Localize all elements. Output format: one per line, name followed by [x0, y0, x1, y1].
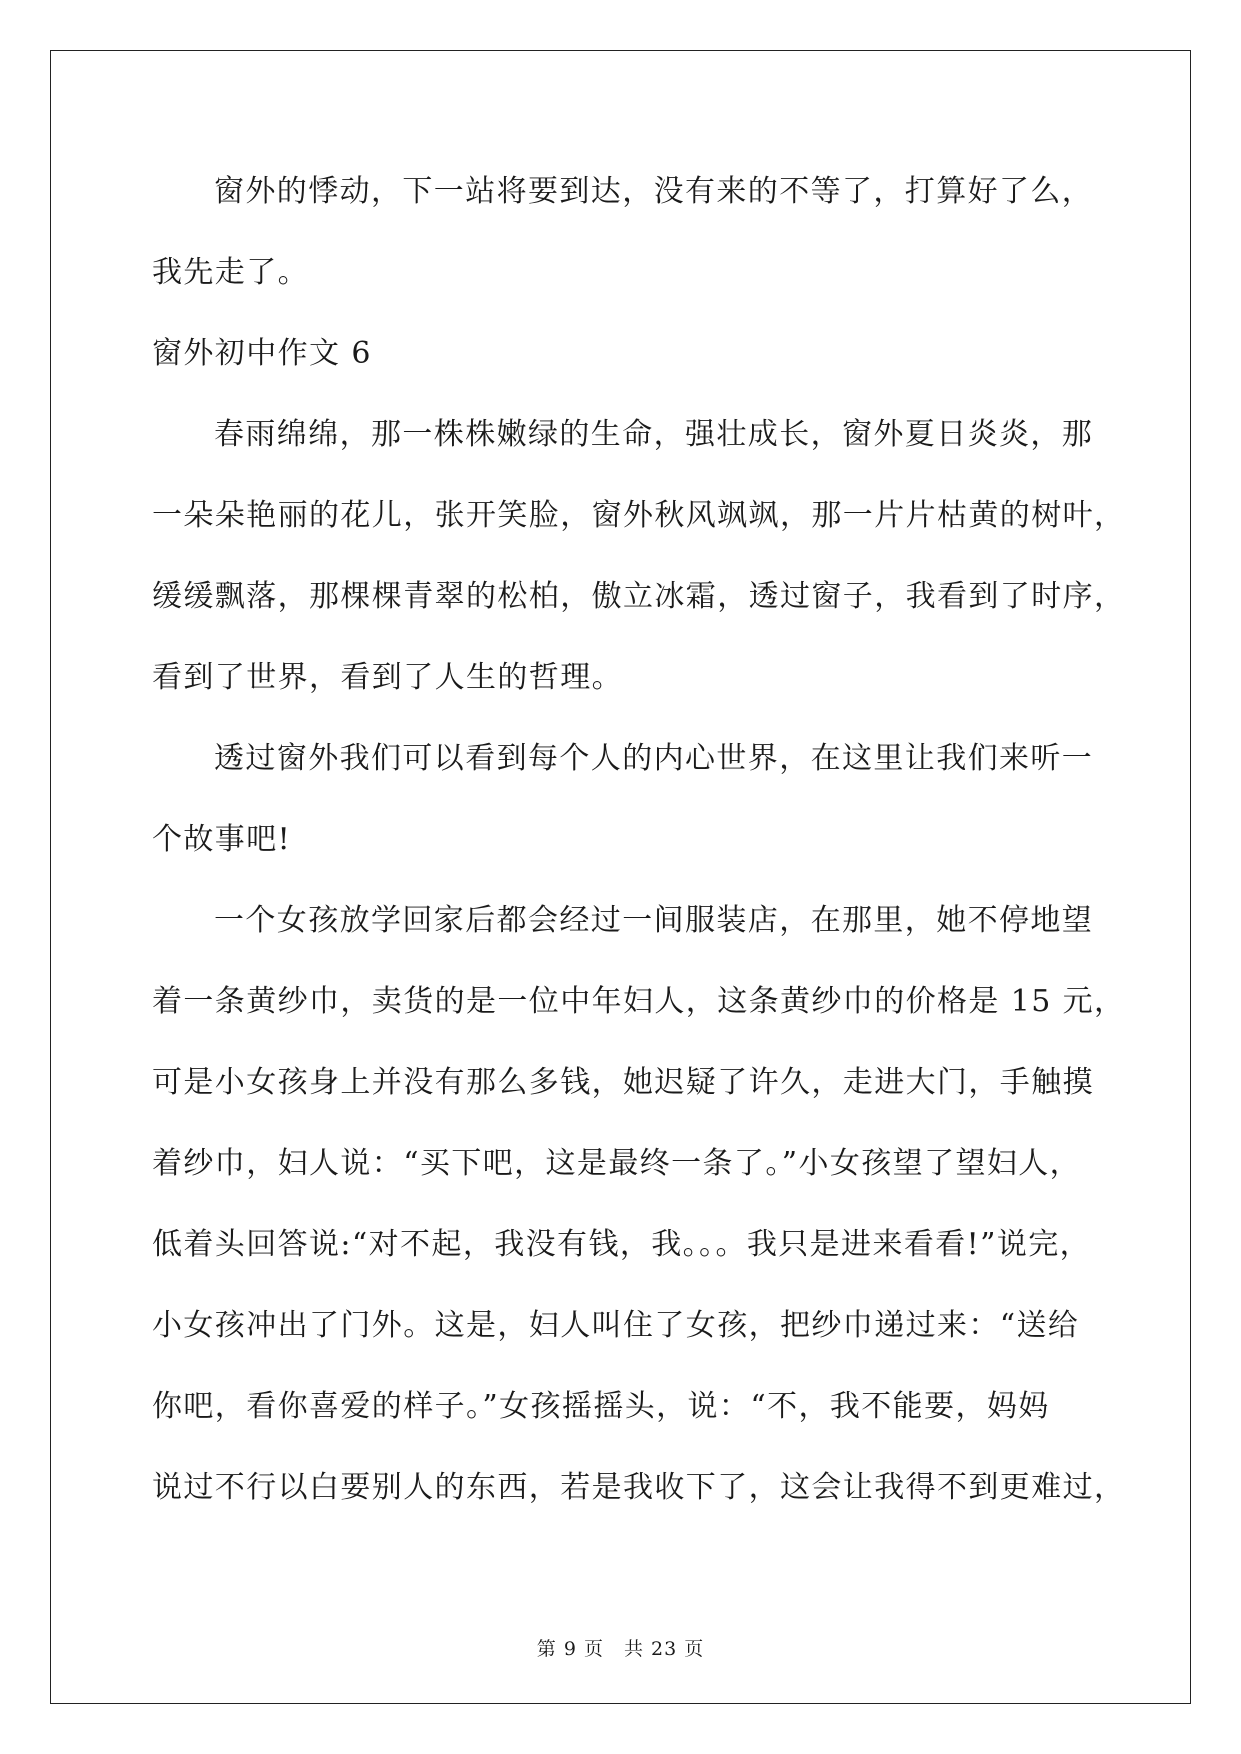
paragraph-line: 透过窗外我们可以看到每个人的内心世界，在这里让我们来听一: [214, 741, 1094, 776]
document-body: [152, 160, 1126, 1537]
paragraph-line: 一朵朵艳丽的花儿，张开笑脸，窗外秋风飒飒，那一片片枯黄的树叶，: [152, 498, 1126, 533]
paragraph-line: 个故事吧!: [152, 822, 292, 857]
paragraph-line: 可是小女孩身上并没有那么多钱，她迟疑了许久，走进大门，手触摸: [152, 1065, 1094, 1100]
paragraph-line: 你吧，看你喜爱的样子。”女孩摇摇头，说：“不，我不能要，妈妈: [152, 1389, 1050, 1424]
paragraph-line: 我先走了。: [152, 255, 309, 290]
paragraph-line: 春雨绵绵，那一株株嫩绿的生命，强壮成长，窗外夏日炎炎，那: [214, 417, 1094, 452]
paragraph-line: 说过不行以白要别人的东西，若是我收下了，这会让我得不到更难过，: [152, 1470, 1126, 1505]
page-number: 第 9 页 共 23 页: [536, 1638, 705, 1660]
section-heading: 窗外初中作文 6: [152, 336, 372, 371]
paragraph-line: 低着头回答说:“对不起，我没有钱，我。。。我只是进来看看!”说完，: [152, 1227, 1092, 1262]
paragraph-line: 窗外的悸动，下一站将要到达，没有来的不等了，打算好了么，: [214, 174, 1094, 209]
paragraph-line: 着一条黄纱巾，卖货的是一位中年妇人，这条黄纱巾的价格是 15 元，: [152, 984, 1126, 1019]
paragraph-line: 小女孩冲出了门外。这是，妇人叫住了女孩，把纱巾递过来：“送给: [152, 1308, 1080, 1343]
paragraph-line: 看到了世界，看到了人生的哲理。: [152, 660, 623, 695]
paragraph-line: 缓缓飘落，那棵棵青翠的松柏，傲立冰霜，透过窗子，我看到了时序，: [152, 579, 1126, 614]
paragraph-line: 一个女孩放学回家后都会经过一间服装店，在那里，她不停地望: [214, 903, 1094, 938]
paragraph-line: 着纱巾，妇人说：“买下吧，这是最终一条了。”小女孩望了望妇人，: [152, 1146, 1082, 1181]
